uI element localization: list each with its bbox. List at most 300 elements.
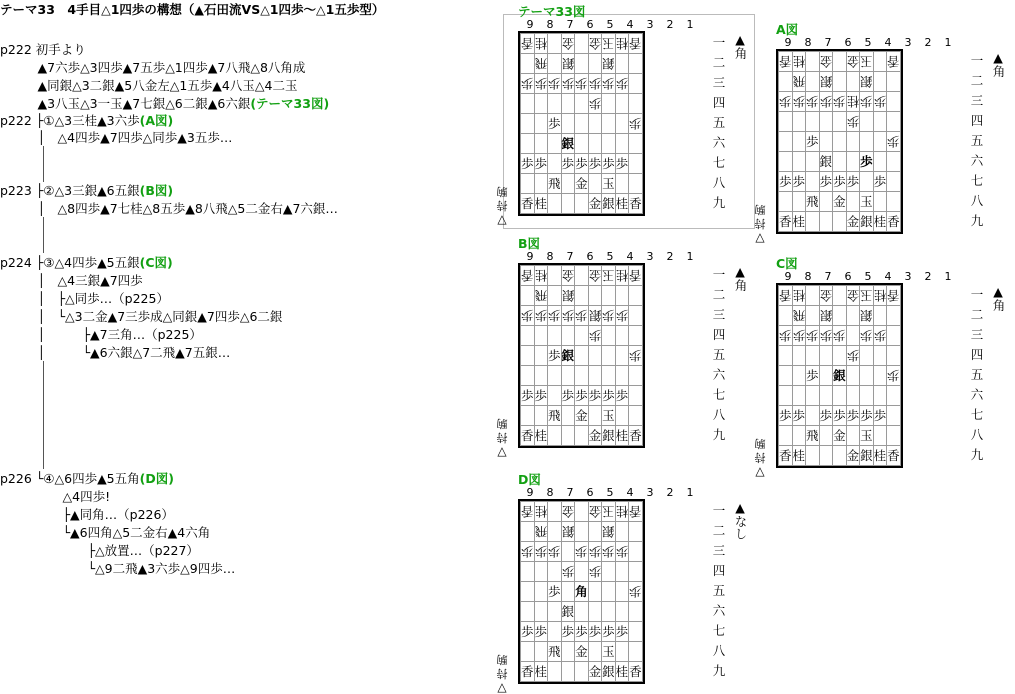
square[interactable]: [548, 54, 562, 74]
square[interactable]: [819, 212, 833, 232]
square[interactable]: [602, 562, 616, 582]
square[interactable]: [548, 502, 562, 522]
square[interactable]: [819, 112, 833, 132]
gote-piece[interactable]: [860, 92, 874, 112]
gote-piece[interactable]: [846, 346, 860, 366]
sente-piece[interactable]: 金: [833, 192, 847, 212]
square[interactable]: [806, 112, 820, 132]
gote-piece[interactable]: [819, 326, 833, 346]
square[interactable]: [860, 366, 874, 386]
sente-piece[interactable]: 桂: [873, 212, 887, 232]
square[interactable]: [779, 346, 793, 366]
square[interactable]: [629, 306, 643, 326]
square[interactable]: [806, 286, 820, 306]
gote-piece[interactable]: [561, 74, 575, 94]
square[interactable]: [615, 286, 629, 306]
sente-piece[interactable]: 金: [588, 194, 602, 214]
sente-piece[interactable]: 桂: [792, 212, 806, 232]
sente-piece[interactable]: 桂: [873, 446, 887, 466]
gote-piece[interactable]: [561, 306, 575, 326]
square[interactable]: [534, 562, 548, 582]
gote-piece[interactable]: [521, 266, 535, 286]
square[interactable]: [806, 72, 820, 92]
sente-piece[interactable]: 香: [779, 446, 793, 466]
sente-piece[interactable]: 歩: [860, 152, 874, 172]
gote-piece[interactable]: [819, 306, 833, 326]
square[interactable]: [615, 582, 629, 602]
square[interactable]: [833, 132, 847, 152]
gote-piece[interactable]: [860, 72, 874, 92]
square[interactable]: [779, 72, 793, 92]
gote-piece[interactable]: [575, 542, 589, 562]
square[interactable]: [819, 446, 833, 466]
sente-piece[interactable]: 歩: [615, 386, 629, 406]
square[interactable]: [534, 406, 548, 426]
gote-piece[interactable]: [792, 72, 806, 92]
diagram-ref-c[interactable]: (C図): [139, 255, 173, 270]
gote-piece[interactable]: [629, 114, 643, 134]
square[interactable]: [833, 386, 847, 406]
square[interactable]: [806, 346, 820, 366]
square[interactable]: [575, 266, 589, 286]
sente-piece[interactable]: 歩: [588, 154, 602, 174]
square[interactable]: [873, 152, 887, 172]
square[interactable]: [615, 114, 629, 134]
sente-piece[interactable]: 金: [846, 212, 860, 232]
sente-piece[interactable]: 玉: [860, 192, 874, 212]
square[interactable]: [548, 426, 562, 446]
sente-piece[interactable]: 歩: [561, 386, 575, 406]
square[interactable]: [887, 112, 901, 132]
square[interactable]: [588, 582, 602, 602]
sente-piece[interactable]: 香: [629, 426, 643, 446]
sente-piece[interactable]: 歩: [575, 622, 589, 642]
square[interactable]: [588, 522, 602, 542]
square[interactable]: [833, 446, 847, 466]
square[interactable]: [792, 386, 806, 406]
gote-piece[interactable]: [887, 366, 901, 386]
sente-piece[interactable]: 銀: [561, 602, 575, 622]
square[interactable]: [833, 152, 847, 172]
square[interactable]: [548, 622, 562, 642]
gote-piece[interactable]: [588, 94, 602, 114]
square[interactable]: [521, 562, 535, 582]
sente-piece[interactable]: 金: [588, 426, 602, 446]
square[interactable]: [534, 346, 548, 366]
square[interactable]: [575, 94, 589, 114]
sente-piece[interactable]: 歩: [548, 346, 562, 366]
square[interactable]: [629, 386, 643, 406]
square[interactable]: [588, 54, 602, 74]
square[interactable]: [575, 134, 589, 154]
gote-piece[interactable]: [806, 326, 820, 346]
sente-piece[interactable]: 香: [521, 194, 535, 214]
gote-piece[interactable]: [629, 34, 643, 54]
gote-piece[interactable]: [534, 34, 548, 54]
square[interactable]: [629, 94, 643, 114]
square[interactable]: [887, 92, 901, 112]
square[interactable]: [534, 94, 548, 114]
square[interactable]: [846, 306, 860, 326]
gote-piece[interactable]: [846, 286, 860, 306]
sente-piece[interactable]: 歩: [534, 154, 548, 174]
square[interactable]: [575, 286, 589, 306]
sente-piece[interactable]: 飛: [548, 174, 562, 194]
square[interactable]: [792, 192, 806, 212]
gote-piece[interactable]: [602, 522, 616, 542]
diagram-ref-a[interactable]: (A図): [139, 113, 174, 128]
square[interactable]: [833, 112, 847, 132]
square[interactable]: [629, 286, 643, 306]
square[interactable]: [629, 562, 643, 582]
square[interactable]: [833, 346, 847, 366]
square[interactable]: [819, 192, 833, 212]
square[interactable]: [521, 134, 535, 154]
square[interactable]: [588, 286, 602, 306]
square[interactable]: [548, 366, 562, 386]
square[interactable]: [629, 622, 643, 642]
square[interactable]: [873, 346, 887, 366]
gote-piece[interactable]: [575, 74, 589, 94]
square[interactable]: [792, 132, 806, 152]
square[interactable]: [588, 406, 602, 426]
gote-piece[interactable]: [534, 522, 548, 542]
gote-piece[interactable]: [602, 542, 616, 562]
sente-piece[interactable]: 歩: [602, 386, 616, 406]
diagram-ref-d[interactable]: (D図): [139, 471, 174, 486]
square[interactable]: [615, 522, 629, 542]
sente-piece[interactable]: 金: [575, 406, 589, 426]
square[interactable]: [575, 662, 589, 682]
sente-piece[interactable]: 桂: [615, 194, 629, 214]
gote-piece[interactable]: [615, 266, 629, 286]
gote-piece[interactable]: [588, 74, 602, 94]
square[interactable]: [860, 112, 874, 132]
gote-piece[interactable]: [629, 346, 643, 366]
sente-piece[interactable]: 玉: [602, 174, 616, 194]
diagram-ref-theme33[interactable]: (テーマ33図): [250, 96, 330, 111]
square[interactable]: [588, 602, 602, 622]
sente-piece[interactable]: 歩: [792, 406, 806, 426]
sente-piece[interactable]: 銀: [819, 152, 833, 172]
square[interactable]: [588, 174, 602, 194]
gote-piece[interactable]: [534, 542, 548, 562]
square[interactable]: [846, 72, 860, 92]
square[interactable]: [561, 406, 575, 426]
square[interactable]: [534, 602, 548, 622]
gote-piece[interactable]: [534, 74, 548, 94]
sente-piece[interactable]: 歩: [819, 406, 833, 426]
gote-piece[interactable]: [588, 502, 602, 522]
square[interactable]: [521, 522, 535, 542]
gote-piece[interactable]: [779, 326, 793, 346]
square[interactable]: [887, 386, 901, 406]
square[interactable]: [615, 642, 629, 662]
square[interactable]: [548, 194, 562, 214]
sente-piece[interactable]: 桂: [792, 446, 806, 466]
square[interactable]: [873, 132, 887, 152]
square[interactable]: [602, 134, 616, 154]
sente-piece[interactable]: 歩: [615, 154, 629, 174]
square[interactable]: [588, 642, 602, 662]
gote-piece[interactable]: [846, 92, 860, 112]
square[interactable]: [833, 286, 847, 306]
gote-piece[interactable]: [887, 286, 901, 306]
square[interactable]: [792, 112, 806, 132]
square[interactable]: [873, 72, 887, 92]
gote-piece[interactable]: [779, 92, 793, 112]
square[interactable]: [548, 326, 562, 346]
square[interactable]: [629, 326, 643, 346]
sente-piece[interactable]: 銀: [602, 194, 616, 214]
square[interactable]: [602, 94, 616, 114]
square[interactable]: [792, 346, 806, 366]
square[interactable]: [521, 174, 535, 194]
gote-piece[interactable]: [779, 286, 793, 306]
square[interactable]: [629, 642, 643, 662]
sente-piece[interactable]: 金: [833, 426, 847, 446]
square[interactable]: [833, 72, 847, 92]
sente-piece[interactable]: 歩: [602, 622, 616, 642]
gote-piece[interactable]: [629, 266, 643, 286]
square[interactable]: [521, 582, 535, 602]
square[interactable]: [548, 602, 562, 622]
sente-piece[interactable]: 銀: [561, 134, 575, 154]
gote-piece[interactable]: [588, 34, 602, 54]
sente-piece[interactable]: 玉: [860, 426, 874, 446]
square[interactable]: [575, 602, 589, 622]
gote-piece[interactable]: [602, 74, 616, 94]
sente-piece[interactable]: 歩: [534, 622, 548, 642]
gote-piece[interactable]: [792, 92, 806, 112]
square[interactable]: [846, 132, 860, 152]
gote-piece[interactable]: [846, 112, 860, 132]
square[interactable]: [792, 426, 806, 446]
gote-piece[interactable]: [819, 286, 833, 306]
square[interactable]: [575, 34, 589, 54]
square[interactable]: [629, 134, 643, 154]
sente-piece[interactable]: 銀: [833, 366, 847, 386]
square[interactable]: [602, 114, 616, 134]
square[interactable]: [629, 406, 643, 426]
square[interactable]: [548, 386, 562, 406]
sente-piece[interactable]: 歩: [860, 406, 874, 426]
gote-piece[interactable]: [602, 34, 616, 54]
square[interactable]: [575, 54, 589, 74]
sente-piece[interactable]: 桂: [615, 426, 629, 446]
gote-piece[interactable]: [819, 92, 833, 112]
sente-piece[interactable]: 歩: [602, 154, 616, 174]
square[interactable]: [819, 366, 833, 386]
gote-piece[interactable]: [615, 542, 629, 562]
sente-piece[interactable]: 桂: [534, 662, 548, 682]
gote-piece[interactable]: [561, 502, 575, 522]
square[interactable]: [534, 134, 548, 154]
square[interactable]: [561, 426, 575, 446]
square[interactable]: [873, 112, 887, 132]
square[interactable]: [615, 406, 629, 426]
diagram-ref-b[interactable]: (B図): [139, 183, 174, 198]
square[interactable]: [819, 426, 833, 446]
square[interactable]: [779, 306, 793, 326]
square[interactable]: [860, 172, 874, 192]
sente-piece[interactable]: 銀: [602, 662, 616, 682]
sente-piece[interactable]: 歩: [588, 386, 602, 406]
square[interactable]: [887, 346, 901, 366]
gote-piece[interactable]: [629, 502, 643, 522]
sente-piece[interactable]: 香: [629, 662, 643, 682]
square[interactable]: [806, 446, 820, 466]
square[interactable]: [521, 54, 535, 74]
square[interactable]: [534, 174, 548, 194]
square[interactable]: [846, 192, 860, 212]
gote-piece[interactable]: [521, 74, 535, 94]
square[interactable]: [534, 366, 548, 386]
square[interactable]: [860, 132, 874, 152]
gote-piece[interactable]: [792, 326, 806, 346]
gote-piece[interactable]: [561, 522, 575, 542]
sente-piece[interactable]: 角: [575, 582, 589, 602]
square[interactable]: [806, 52, 820, 72]
square[interactable]: [779, 112, 793, 132]
gote-piece[interactable]: [521, 34, 535, 54]
square[interactable]: [588, 346, 602, 366]
sente-piece[interactable]: 金: [846, 446, 860, 466]
square[interactable]: [887, 406, 901, 426]
gote-piece[interactable]: [833, 92, 847, 112]
square[interactable]: [588, 114, 602, 134]
square[interactable]: [615, 562, 629, 582]
square[interactable]: [887, 326, 901, 346]
sente-piece[interactable]: 飛: [548, 406, 562, 426]
gote-piece[interactable]: [873, 92, 887, 112]
square[interactable]: [615, 134, 629, 154]
square[interactable]: [887, 172, 901, 192]
square[interactable]: [534, 642, 548, 662]
square[interactable]: [806, 306, 820, 326]
square[interactable]: [846, 366, 860, 386]
square[interactable]: [629, 522, 643, 542]
square[interactable]: [846, 426, 860, 446]
square[interactable]: [548, 522, 562, 542]
sente-piece[interactable]: 歩: [548, 114, 562, 134]
square[interactable]: [792, 152, 806, 172]
square[interactable]: [615, 366, 629, 386]
sente-piece[interactable]: 銀: [860, 446, 874, 466]
square[interactable]: [615, 326, 629, 346]
gote-piece[interactable]: [561, 562, 575, 582]
square[interactable]: [615, 174, 629, 194]
square[interactable]: [521, 94, 535, 114]
square[interactable]: [602, 286, 616, 306]
square[interactable]: [575, 194, 589, 214]
gote-piece[interactable]: [792, 286, 806, 306]
sente-piece[interactable]: 歩: [779, 172, 793, 192]
square[interactable]: [873, 366, 887, 386]
square[interactable]: [561, 662, 575, 682]
gote-piece[interactable]: [534, 54, 548, 74]
gote-piece[interactable]: [615, 306, 629, 326]
square[interactable]: [629, 174, 643, 194]
gote-piece[interactable]: [534, 306, 548, 326]
square[interactable]: [575, 326, 589, 346]
sente-piece[interactable]: 歩: [561, 154, 575, 174]
sente-piece[interactable]: 歩: [521, 386, 535, 406]
square[interactable]: [887, 306, 901, 326]
square[interactable]: [779, 366, 793, 386]
sente-piece[interactable]: 歩: [588, 622, 602, 642]
square[interactable]: [792, 366, 806, 386]
sente-piece[interactable]: 歩: [833, 406, 847, 426]
sente-piece[interactable]: 歩: [806, 132, 820, 152]
square[interactable]: [629, 542, 643, 562]
square[interactable]: [873, 306, 887, 326]
sente-piece[interactable]: 歩: [819, 172, 833, 192]
gote-piece[interactable]: [561, 286, 575, 306]
sente-piece[interactable]: 歩: [521, 154, 535, 174]
square[interactable]: [887, 72, 901, 92]
gote-piece[interactable]: [860, 286, 874, 306]
sente-piece[interactable]: 桂: [534, 194, 548, 214]
sente-piece[interactable]: 飛: [806, 426, 820, 446]
gote-piece[interactable]: [588, 326, 602, 346]
sente-piece[interactable]: 歩: [846, 406, 860, 426]
sente-piece[interactable]: 歩: [548, 582, 562, 602]
square[interactable]: [602, 366, 616, 386]
gote-piece[interactable]: [561, 54, 575, 74]
sente-piece[interactable]: 歩: [846, 172, 860, 192]
square[interactable]: [873, 426, 887, 446]
square[interactable]: [575, 366, 589, 386]
square[interactable]: [548, 94, 562, 114]
gote-piece[interactable]: [615, 34, 629, 54]
square[interactable]: [846, 326, 860, 346]
square[interactable]: [615, 602, 629, 622]
gote-piece[interactable]: [860, 52, 874, 72]
sente-piece[interactable]: 飛: [806, 192, 820, 212]
square[interactable]: [806, 406, 820, 426]
square[interactable]: [521, 326, 535, 346]
square[interactable]: [833, 52, 847, 72]
square[interactable]: [819, 386, 833, 406]
gote-piece[interactable]: [615, 502, 629, 522]
sente-piece[interactable]: 歩: [575, 386, 589, 406]
square[interactable]: [534, 582, 548, 602]
square[interactable]: [561, 174, 575, 194]
sente-piece[interactable]: 玉: [602, 642, 616, 662]
sente-piece[interactable]: 桂: [534, 426, 548, 446]
square[interactable]: [575, 522, 589, 542]
square[interactable]: [846, 152, 860, 172]
square[interactable]: [602, 346, 616, 366]
sente-piece[interactable]: 銀: [561, 346, 575, 366]
sente-piece[interactable]: 歩: [792, 172, 806, 192]
sente-piece[interactable]: 銀: [860, 212, 874, 232]
square[interactable]: [615, 94, 629, 114]
square[interactable]: [548, 34, 562, 54]
square[interactable]: [602, 602, 616, 622]
square[interactable]: [575, 426, 589, 446]
gote-piece[interactable]: [561, 34, 575, 54]
square[interactable]: [615, 54, 629, 74]
sente-piece[interactable]: 歩: [561, 622, 575, 642]
square[interactable]: [860, 386, 874, 406]
square[interactable]: [548, 286, 562, 306]
gote-piece[interactable]: [548, 74, 562, 94]
square[interactable]: [561, 542, 575, 562]
square[interactable]: [561, 326, 575, 346]
square[interactable]: [629, 54, 643, 74]
